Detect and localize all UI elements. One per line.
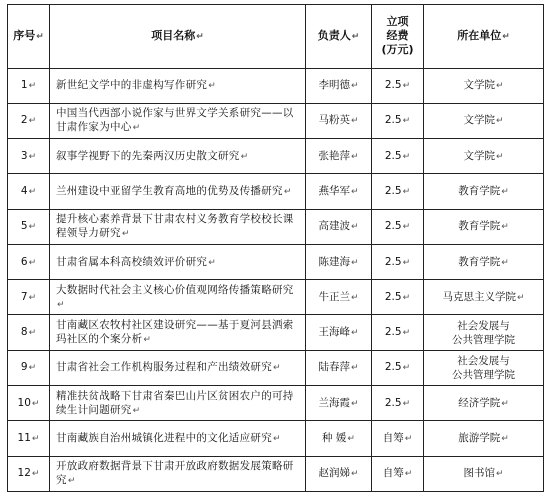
cell-person: 燕华军↵ [306, 174, 372, 209]
table-row [8, 209, 544, 244]
cell-person: 王海峰↵ [306, 315, 372, 350]
cell-no: 11↵ [8, 421, 50, 456]
cell-no: 1↵ [8, 68, 50, 103]
cell-unit: 经济学院↵ [424, 386, 544, 421]
cell-unit: 图书馆↵ [424, 456, 544, 491]
cell-fund: 2.5↵ [372, 209, 424, 244]
cell-title: 大数据时代社会主义核心价值观网络传播策略研究↵ [50, 280, 306, 315]
cell-person: 种 媛↵ [306, 421, 372, 456]
table-row [8, 386, 544, 421]
table-header-row [8, 5, 544, 69]
cell-unit: 教育学院↵ [424, 174, 544, 209]
cell-fund: 自筹↵ [372, 456, 424, 491]
cell-title: 提升核心素养背景下甘肃农村义务教育学校校长课程领导力研究↵ [50, 209, 306, 244]
cell-unit: 教育学院↵ [424, 244, 544, 279]
table-row [8, 139, 544, 174]
cell-person: 张艳萍↵ [306, 139, 372, 174]
cell-fund: 2.5↵ [372, 244, 424, 279]
cell-title: 兰州建设中亚留学生教育高地的优势及传播研究↵ [50, 174, 306, 209]
cell-fund: 2.5↵ [372, 103, 424, 138]
cell-person: 赵润娣↵ [306, 456, 372, 491]
cell-fund: 2.5↵ [372, 68, 424, 103]
cell-title: 新世纪文学中的非虚构写作研究↵ [50, 68, 306, 103]
cell-no: 4↵ [8, 174, 50, 209]
cell-fund: 2.5↵ [372, 350, 424, 385]
cell-no: 9↵ [8, 350, 50, 385]
cell-unit: 旅游学院↵ [424, 421, 544, 456]
cell-unit: 教育学院↵ [424, 209, 544, 244]
cell-person: 兰海霞↵ [306, 386, 372, 421]
cell-title: 甘南藏族自治州城镇化进程中的文化适应研究↵ [50, 421, 306, 456]
cell-title: 甘肃省属本科高校绩效评价研究↵ [50, 244, 306, 279]
cell-no: 3↵ [8, 139, 50, 174]
cell-no: 5↵ [8, 209, 50, 244]
cell-no: 2↵ [8, 103, 50, 138]
table-row [8, 174, 544, 209]
cell-title: 中国当代西部小说作家与世界文学关系研究——以甘肃作家为中心↵ [50, 103, 306, 138]
table-row [8, 68, 544, 103]
cell-unit: 社会发展与 公共管理学院 [424, 350, 544, 385]
cell-title: 叙事学视野下的先秦两汉历史散文研究↵ [50, 139, 306, 174]
cell-unit: 文学院↵ [424, 103, 544, 138]
table-row [8, 315, 544, 350]
cell-fund: 2.5↵ [372, 315, 424, 350]
table-row [8, 456, 544, 491]
cell-person: 马粉英↵ [306, 103, 372, 138]
cell-person: 陈建海↵ [306, 244, 372, 279]
cell-title: 甘肃省社会工作机构服务过程和产出绩效研究↵ [50, 350, 306, 385]
cell-unit: 文学院↵ [424, 68, 544, 103]
cell-person: 李明德↵ [306, 68, 372, 103]
cell-no: 12↵ [8, 456, 50, 491]
cell-unit: 马克思主义学院↵ [424, 280, 544, 315]
cell-no: 6↵ [8, 244, 50, 279]
cell-title: 开放政府数据背景下甘肃开放政府数据发展策略研究↵ [50, 456, 306, 491]
cell-title: 甘南藏区农牧村社区建设研究——基于夏河县洒索玛社区的个案分析↵ [50, 315, 306, 350]
header-person: 负责人↵ [306, 5, 372, 69]
cell-person: 高建波↵ [306, 209, 372, 244]
cell-fund: 自筹↵ [372, 421, 424, 456]
header-unit: 所在单位↵ [424, 5, 544, 69]
cell-fund: 2.5↵ [372, 174, 424, 209]
cell-no: 10↵ [8, 386, 50, 421]
table-row [8, 103, 544, 138]
project-table [7, 4, 544, 492]
table-row [8, 350, 544, 385]
header-title: 项目名称↵ [50, 5, 306, 69]
cell-fund: 2.5↵ [372, 139, 424, 174]
cell-unit: 文学院↵ [424, 139, 544, 174]
cell-fund: 2.5↵ [372, 386, 424, 421]
table-row [8, 421, 544, 456]
table-row [8, 280, 544, 315]
cell-fund: 2.5↵ [372, 280, 424, 315]
cell-unit: 社会发展与 公共管理学院 [424, 315, 544, 350]
cell-no: 8↵ [8, 315, 50, 350]
cell-no: 7↵ [8, 280, 50, 315]
header-fund: 立项 经费 (万元) [372, 5, 424, 69]
header-no: 序号↵ [8, 5, 50, 69]
cell-person: 牛正兰↵ [306, 280, 372, 315]
cell-person: 陆春萍↵ [306, 350, 372, 385]
cell-title: 精准扶贫战略下甘肃省秦巴山片区贫困农户的可持续生计问题研究↵ [50, 386, 306, 421]
table-row [8, 244, 544, 279]
